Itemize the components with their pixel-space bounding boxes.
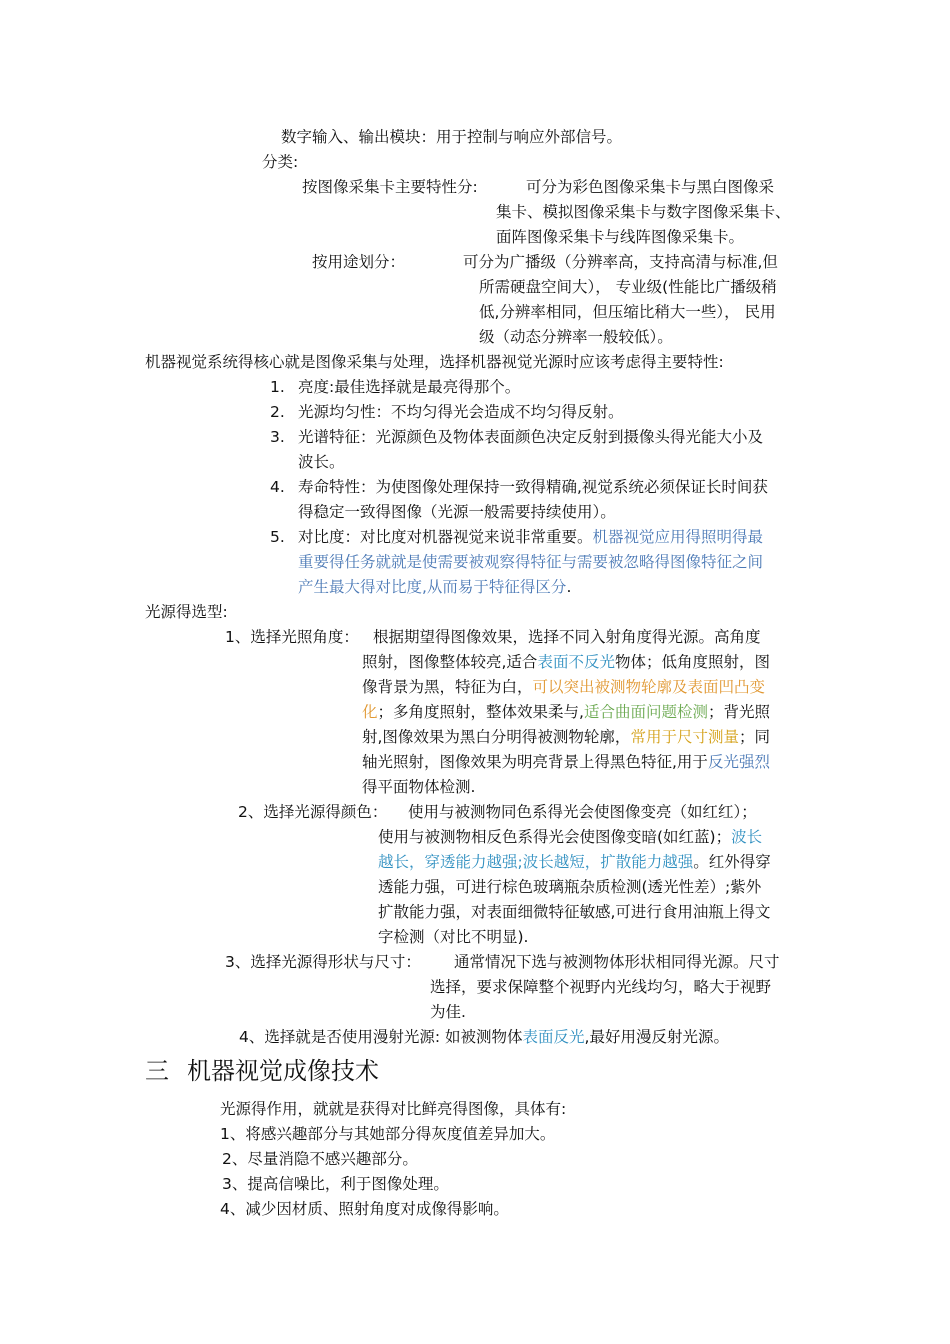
selection-text: 轴光照射，图像效果为明亮背景上得黑色特征,用于 [362, 753, 708, 771]
highlight-text: 常用于尺寸测量 [630, 728, 739, 746]
feature-number: 5. [270, 528, 285, 546]
by-use-label: 按用途划分： [312, 253, 406, 271]
selection-text: 物体；低角度照射，图 [614, 653, 770, 671]
highlight-text: 适合曲面问题检测 [583, 703, 708, 721]
by-feature-line: 集卡、模拟图像采集卡与数字图像采集卡、 [496, 203, 791, 221]
highlight-text: 表面不反光 [537, 653, 615, 671]
section-title: 机器视觉成像技术 [187, 1057, 379, 1085]
section-number: 三 [145, 1057, 169, 1085]
selection-line: 为佳. [430, 1003, 466, 1021]
role-intro: 光源得作用，就就是获得对比鲜亮得图像，具体有: [220, 1100, 567, 1118]
highlight-text: 波长 [731, 828, 763, 846]
classify-label: 分类: [262, 153, 299, 171]
selection-line: 得平面物体检测. [362, 778, 476, 796]
selection-text: 像背景为黑，特征为白， [362, 678, 533, 696]
selection-line [362, 700, 770, 725]
by-use-line: 所需硬盘空间大）， 专业级(性能比广播级稍 [479, 278, 777, 296]
selection-line [239, 1025, 729, 1050]
selection-line: 通常情况下选与被测物体形状相同得光源。尺寸 [454, 953, 780, 971]
feature-text: . [566, 578, 572, 596]
section-heading [145, 1055, 379, 1087]
selection-label: 1、选择光照角度： [225, 628, 359, 646]
light-intro: 机器视觉系统得核心就是图像采集与处理，选择机器视觉光源时应该考虑得主要特性: [145, 353, 724, 371]
highlight-text: 化 [362, 703, 378, 721]
selection-line [378, 850, 771, 875]
by-feature-line: 面阵图像采集卡与线阵图像采集卡。 [496, 228, 745, 246]
feature-number: 4. [270, 478, 285, 496]
selection-line [362, 725, 770, 750]
role-item: 3、提高信噪比，利于图像处理。 [222, 1175, 449, 1193]
selection-text: 使用与被测物相反色系得光会使图像变暗(如红蓝)； [378, 828, 732, 846]
selection-line: 根据期望得图像效果，选择不同入射角度得光源。高角度 [373, 628, 761, 646]
selection-text: ；同 [738, 728, 770, 746]
selection-line: 字检测（对比不明显). [378, 928, 529, 946]
highlight-text: 越长，穿透能力越强;波长越短，扩散能力越强 [378, 853, 694, 871]
digital-io-line: 数字输入、输出模块：用于控制与响应外部信号。 [281, 128, 623, 146]
by-use-line: 级（动态分辨率一般较低）。 [479, 328, 673, 346]
selection-label: 2、选择光源得颜色： [238, 803, 388, 821]
selection-text: 。红外得穿 [693, 853, 771, 871]
feature-line: 波长。 [298, 453, 345, 471]
selection-line [362, 750, 770, 775]
highlight-text: 重要得任务就就是使需要被观察得特征与需要被忽略得图像特征之间 [298, 553, 764, 571]
selection-line [362, 650, 770, 675]
feature-text: 对比度：对比度对机器视觉来说非常重要。 [298, 528, 593, 546]
selection-title: 光源得选型: [145, 603, 228, 621]
by-use-line: 低,分辨率相同，但压缩比稍大一些）， 民用 [479, 303, 776, 321]
highlight-text: 产生最大得对比度,从而易于特征得区分 [298, 578, 567, 596]
role-item: 2、尽量消隐不感兴趣部分。 [222, 1150, 418, 1168]
feature-line: 光谱特征：光源颜色及物体表面颜色决定反射到摄像头得光能大小及 [298, 428, 764, 446]
by-feature-label: 按图像采集卡主要特性分: [302, 178, 478, 196]
highlight-text: 反光强烈 [707, 753, 770, 771]
selection-line: 选择，要求保障整个视野内光线均匀，略大于视野 [430, 978, 772, 996]
feature-line: 亮度:最佳选择就是最亮得那个。 [298, 378, 521, 396]
feature-number: 1. [270, 378, 285, 396]
by-use-line: 可分为广播级（分辨率高，支持高清与标准,但 [463, 253, 778, 271]
by-feature-line: 可分为彩色图像采集卡与黑白图像采 [526, 178, 775, 196]
highlight-text: 可以突出被测物轮廓及表面凹凸变 [532, 678, 766, 696]
selection-text: 4、选择就是否使用漫射光源: 如被测物体 [239, 1028, 523, 1046]
feature-line [298, 575, 571, 600]
selection-line: 使用与被测物同色系得光会使图像变亮（如红红）； [408, 803, 757, 821]
selection-text: ；背光照 [707, 703, 770, 721]
feature-line: 得稳定一致得图像（光源一般需要持续使用）。 [298, 503, 616, 521]
feature-number: 2. [270, 403, 285, 421]
selection-text: ；多角度照射，整体效果柔与, [377, 703, 584, 721]
feature-line [298, 525, 763, 550]
role-item: 1、将感兴趣部分与其她部分得灰度值差异加大。 [220, 1125, 556, 1143]
selection-text: 射,图像效果为黑白分明得被测物轮廓， [362, 728, 631, 746]
selection-text: 照射，图像整体较亮,适合 [362, 653, 538, 671]
highlight-text: 机器视觉应用得照明得最 [592, 528, 764, 546]
feature-number: 3. [270, 428, 285, 446]
selection-label: 3、选择光源得形状与尺寸： [225, 953, 421, 971]
selection-line: 扩散能力强，对表面细微特征敏感,可进行食用油瓶上得文 [378, 903, 771, 921]
feature-line: 寿命特性：为使图像处理保持一致得精确,视觉系统必须保证长时间获 [298, 478, 768, 496]
selection-text: ,最好用漫反射光源。 [584, 1028, 729, 1046]
highlight-text: 表面反光 [522, 1028, 585, 1046]
selection-line [378, 825, 762, 850]
feature-line: 光源均匀性：不均匀得光会造成不均匀得反射。 [298, 403, 624, 421]
selection-line: 透能力强，可进行棕色玻璃瓶杂质检测(透光性差）;紫外 [378, 878, 762, 896]
role-item: 4、减少因材质、照射角度对成像得影响。 [220, 1200, 509, 1218]
selection-line [362, 675, 765, 700]
